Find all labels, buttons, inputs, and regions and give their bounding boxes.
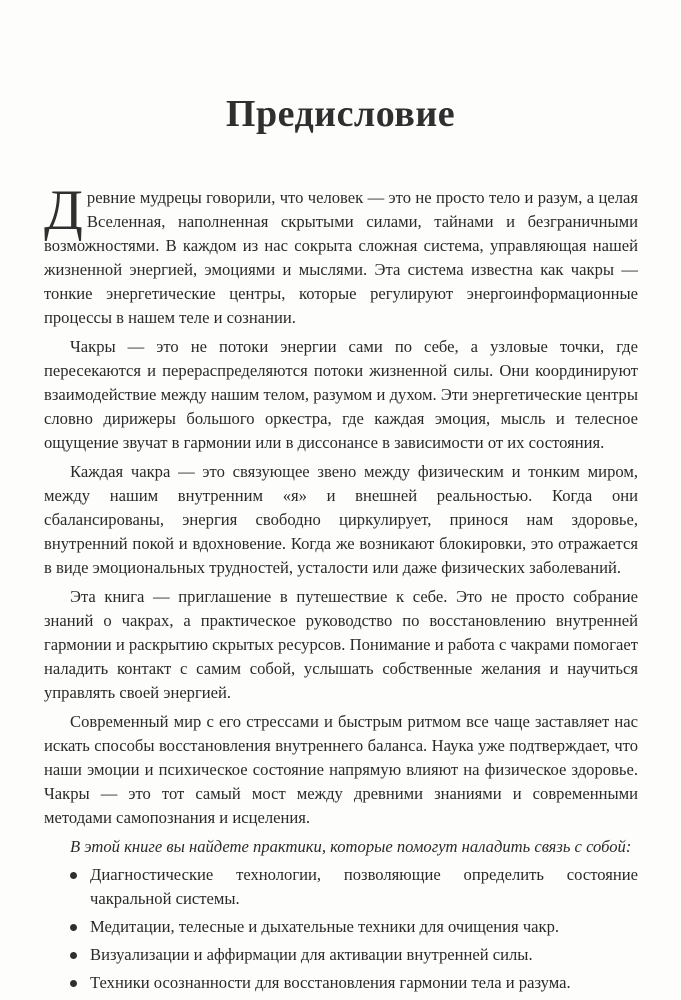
paragraph: Современный мир с его стрессами и быстрым ритмом все чаще заставляет нас искать способы восстановления внутреннего баланса. Наука уже подтверждает, что наши эмоции и психическое состояние напрямую влияют на физическое здоровье. Чакры — это тот самый мост между древними знаниями и современными методами самопознания и исцеления. bbox=[44, 712, 638, 827]
list-item bbox=[44, 943, 638, 967]
list-intro: В этой книге вы найдете практики, которые помогут наладить связь с собой: bbox=[70, 837, 632, 856]
bullet-icon bbox=[70, 952, 77, 959]
practice-list bbox=[44, 863, 638, 995]
bullet-icon bbox=[70, 872, 77, 879]
paragraph: Чакры — это не потоки энергии сами по себе, а узловые точки, где пересекаются и перераспределяются потоки жизненной силы. Они координируют взаимодействие между нашим телом, разумом и духом. Эти энергетические центры словно дирижеры большого оркестра, где каждая эмоция, мысль и телесное ощущение звучат в гармонии или в диссонансе в зависимости от их состояния. bbox=[44, 337, 638, 452]
paragraph: Эта книга — приглашение в путешествие к себе. Это не просто собрание знаний о чакрах, а практическое руководство по восстановлению внутренней гармонии и раскрытию скрытых ресурсов. Понимание и работа с чакрами помогает наладить контакт с самим собой, услышать собственные желания и научиться управлять своей энергией. bbox=[44, 587, 638, 702]
drop-cap: Д bbox=[44, 179, 83, 242]
list-item bbox=[44, 915, 638, 939]
body-text bbox=[44, 179, 638, 999]
list-item bbox=[44, 971, 638, 995]
page-title: Предисловие bbox=[225, 93, 456, 135]
list-item-text: Техники осознанности для восстановления гармонии тела и разума. bbox=[90, 973, 571, 992]
list-item-text: Медитации, телесные и дыхательные техники для очищения чакр. bbox=[90, 917, 560, 936]
list-item bbox=[44, 863, 638, 911]
intro-paragraph bbox=[44, 179, 638, 330]
intro-text: ревние мудрецы говорили, что человек — это не просто тело и разум, а целая Вселенная, наполненная скрытыми силами, тайнами и безграничными возможностями. В каждом из нас сокрыта сложная система, управляющая нашей жизненной энергией, эмоциями и мыслями. Эта система известна как чакры — тонкие энергетические центры, которые регулируют энергоинформационные процессы в нашем теле и сознании. bbox=[44, 188, 638, 327]
list-item-text: Диагностические технологии, позволяющие определить состояние чакральной системы. bbox=[90, 865, 638, 908]
bullet-icon bbox=[70, 980, 77, 987]
list-item-text: Визуализации и аффирмации для активации внутренней силы. bbox=[90, 945, 533, 964]
bullet-icon bbox=[70, 924, 77, 931]
paragraph: Каждая чакра — это связующее звено между физическим и тонким миром, между нашим внутренним «я» и внешней реальностью. Когда они сбалансированы, энергия свободно циркулирует, принося нам здоровье, внутренний покой и вдохновение. Когда же возникают блокировки, это отражается в виде эмоциональных трудностей, усталости или даже физических заболеваний. bbox=[44, 462, 638, 577]
